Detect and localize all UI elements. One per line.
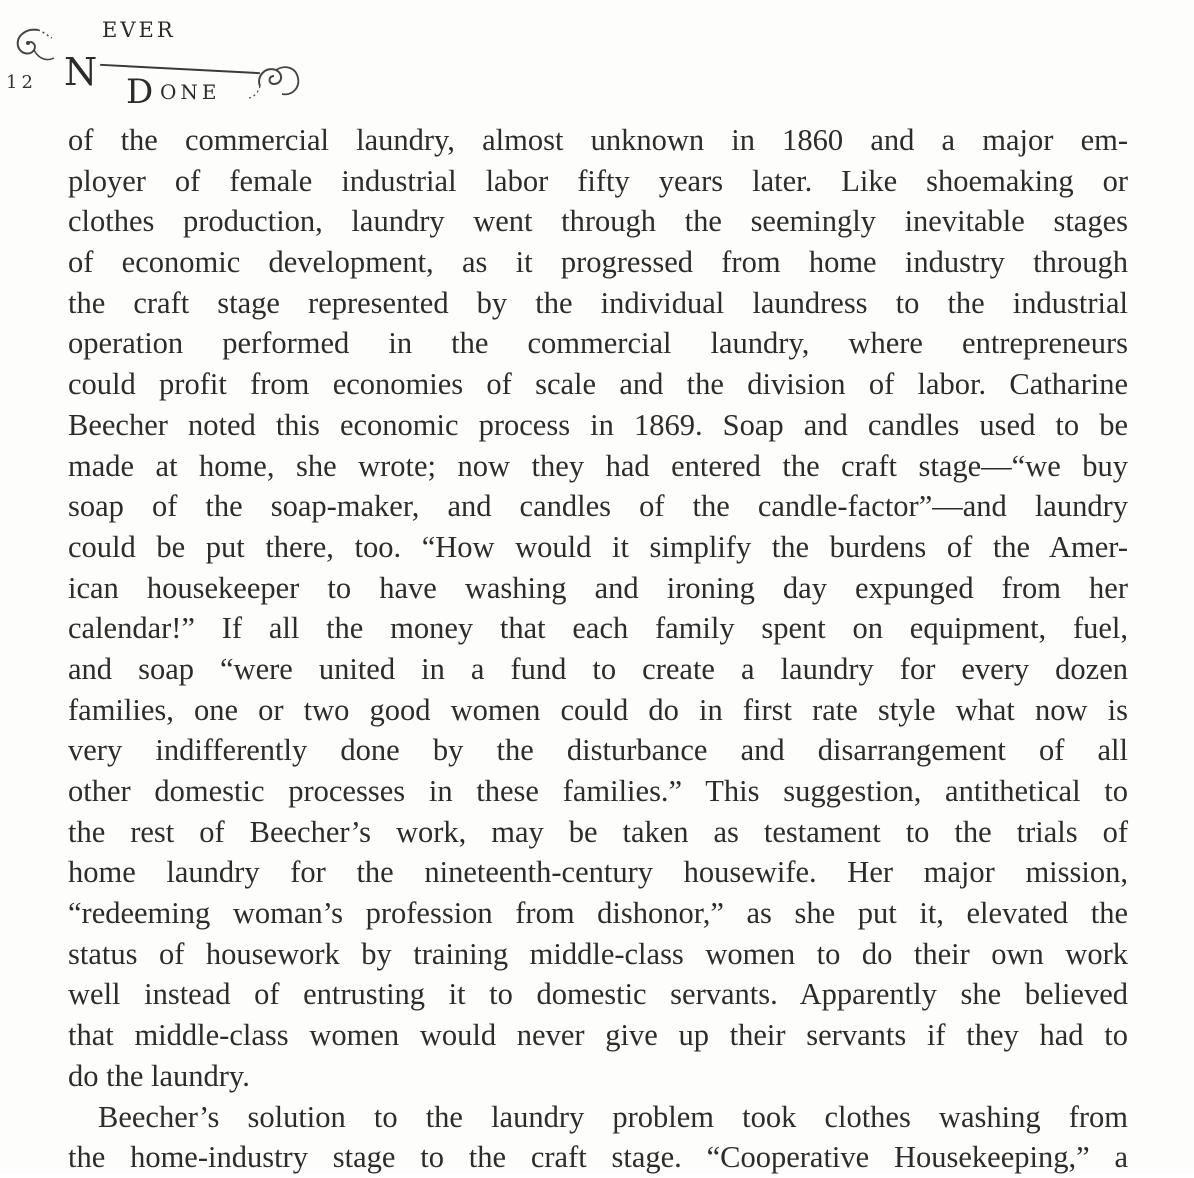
text-line: and soap “were united in a fund to create a laundry for every dozen [68, 651, 1128, 686]
text-line: status of housework by training middle-class women to do their own work [68, 936, 1128, 971]
book-title-n: N [64, 50, 98, 94]
text-line: calendar!” If all the money that each family spent on equipment, fuel, [68, 611, 1128, 646]
text-line: the home-industry stage to the craft stage. “Cooperative Housekeeping,” a [68, 1140, 1128, 1175]
text-line: the rest of Beecher’s work, may be taken as testament to the trials of [68, 814, 1128, 849]
text-line: home laundry for the nineteenth-century housewife. Her major mission, [68, 855, 1128, 890]
text-line: ployer of female industrial labor fifty years later. Like shoemaking or [68, 163, 1128, 198]
body-text [68, 120, 1128, 1178]
text-line: operation performed in the commercial laundry, where entrepreneurs [68, 326, 1128, 361]
text-line: clothes production, laundry went through the seemingly inevitable stages [68, 204, 1128, 239]
text-line: do the laundry. [68, 1058, 250, 1093]
text-line: soap of the soap-maker, and candles of the candle-factor”—and laundry [68, 489, 1128, 524]
text-line: families, one or two good women could do in first rate style what now is [68, 692, 1128, 727]
text-line: other domestic processes in these families.” This suggestion, antithetical to [68, 774, 1128, 808]
text-line: could be put there, too. “How would it simplify the burdens of the Amer- [68, 529, 1128, 564]
book-title-ever: EVER [102, 18, 176, 42]
flourish-ornament-left [8, 22, 68, 72]
running-head [0, 0, 320, 110]
text-line: the craft stage represented by the individual laundress to the industrial [68, 285, 1128, 320]
text-line: could profit from economies of scale and the division of labor. Catharine [68, 367, 1128, 402]
flourish-ornament-right [248, 56, 308, 106]
book-title-one: ONE [160, 80, 221, 104]
text-line: “redeeming woman’s profession from dishonor,” as she put it, elevated the [68, 896, 1128, 931]
text-line: of economic development, as it progressed from home industry through [68, 245, 1128, 280]
text-line: well instead of entrusting it to domestic servants. Apparently she believed [68, 977, 1128, 1012]
title-rule [100, 64, 260, 74]
text-line: made at home, she wrote; now they had entered the craft stage—“we buy [68, 448, 1128, 483]
page-number: 12 [6, 72, 37, 93]
text-line: ican housekeeper to have washing and ironing day expunged from her [68, 570, 1128, 605]
text-line: of the commercial laundry, almost unknown in 1860 and a major em- [68, 123, 1128, 157]
book-title-d: D [126, 72, 154, 112]
text-line: Beecher noted this economic process in 1869. Soap and candles used to be [68, 407, 1128, 442]
text-line: that middle-class women would never give up their servants if they had to [68, 1018, 1128, 1053]
text-line: Beecher’s solution to the laundry problem took clothes washing from [98, 1099, 1128, 1134]
text-line: very indifferently done by the disturbance and disarrangement of all [68, 733, 1128, 768]
